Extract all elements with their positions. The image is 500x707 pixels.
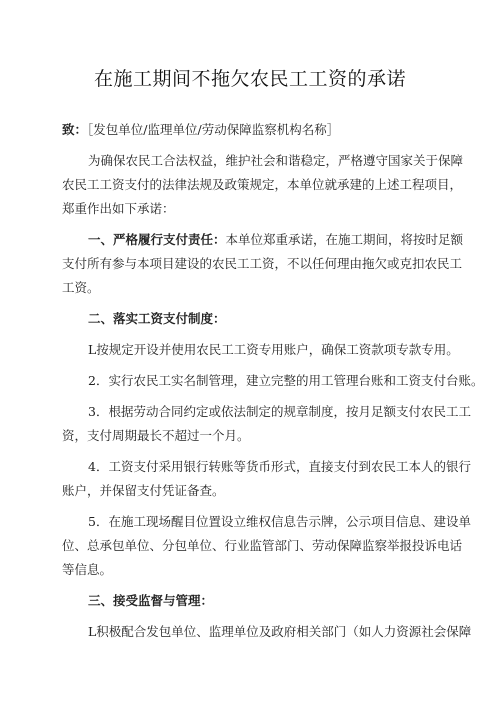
- list-item: 5．在施工现场醒目位置设立维权信息告示牌，公示项目信息、建设单: [88, 514, 471, 529]
- section1-line-3: 工资。: [62, 280, 100, 295]
- intro-line-3: 郑重作出如下承诺：: [62, 201, 175, 216]
- section3-heading-line: [0, 591, 500, 609]
- list-item: 4．工资支付采用银行转账等货币形式，直接支付到农民工本人的银行: [88, 459, 471, 474]
- section2-heading: 二、落实工资支付制度：: [88, 311, 226, 326]
- list-item-continuation: 账户，并保留支付凭证备查。: [62, 483, 225, 498]
- list-item-continuation: 等信息。: [62, 562, 113, 577]
- list-item-continuation: 位、总承包单位、分包单位、行业监管部门、劳动保障监察举报投诉电话: [62, 538, 463, 553]
- recipient-label: 致：: [62, 122, 88, 137]
- page-title: 在施工期间不拖欠农民工工资的承诺: [93, 68, 406, 90]
- section1-line-2: 支付所有参与本项目建设的农民工工资，不以任何理由拖欠或克扣农民工: [62, 256, 463, 271]
- recipient-line: [0, 120, 500, 138]
- list-item: 2．实行农民工实名制管理，建立完整的用工管理台账和工资支付台账。: [88, 373, 484, 388]
- list-item: L按规定开设并使用农民工工资专用账户，确保工资款项专款专用。: [88, 342, 459, 357]
- section3-heading: 三、接受监督与管理：: [88, 593, 214, 608]
- intro-line-2: 农民工工资支付的法律法规及政策规定，本单位就承建的上述工程项目，: [62, 177, 463, 192]
- recipient-name: ［发包单位/监理单位/劳动保障监察机构名称］: [87, 122, 340, 137]
- section1-line-1: 一、严格履行支付责任：本单位郑重承诺，在施工期间，将按时足额: [88, 232, 464, 247]
- list-item: L积极配合发包单位、监理单位及政府相关部门（如人力资源社会保障: [88, 624, 472, 639]
- intro-line-1: 为确保农民工合法权益，维护社会和谐稳定，严格遵守国家关于保障: [88, 153, 464, 168]
- section2-heading-line: [0, 309, 500, 327]
- list-item-continuation: 资，支付周期最长不超过一个月。: [62, 428, 250, 443]
- section1-heading: 一、严格履行支付责任：: [88, 232, 226, 247]
- list-item: 3．根据劳动合同约定或依法制定的规章制度，按月足额支付农民工工: [88, 404, 471, 419]
